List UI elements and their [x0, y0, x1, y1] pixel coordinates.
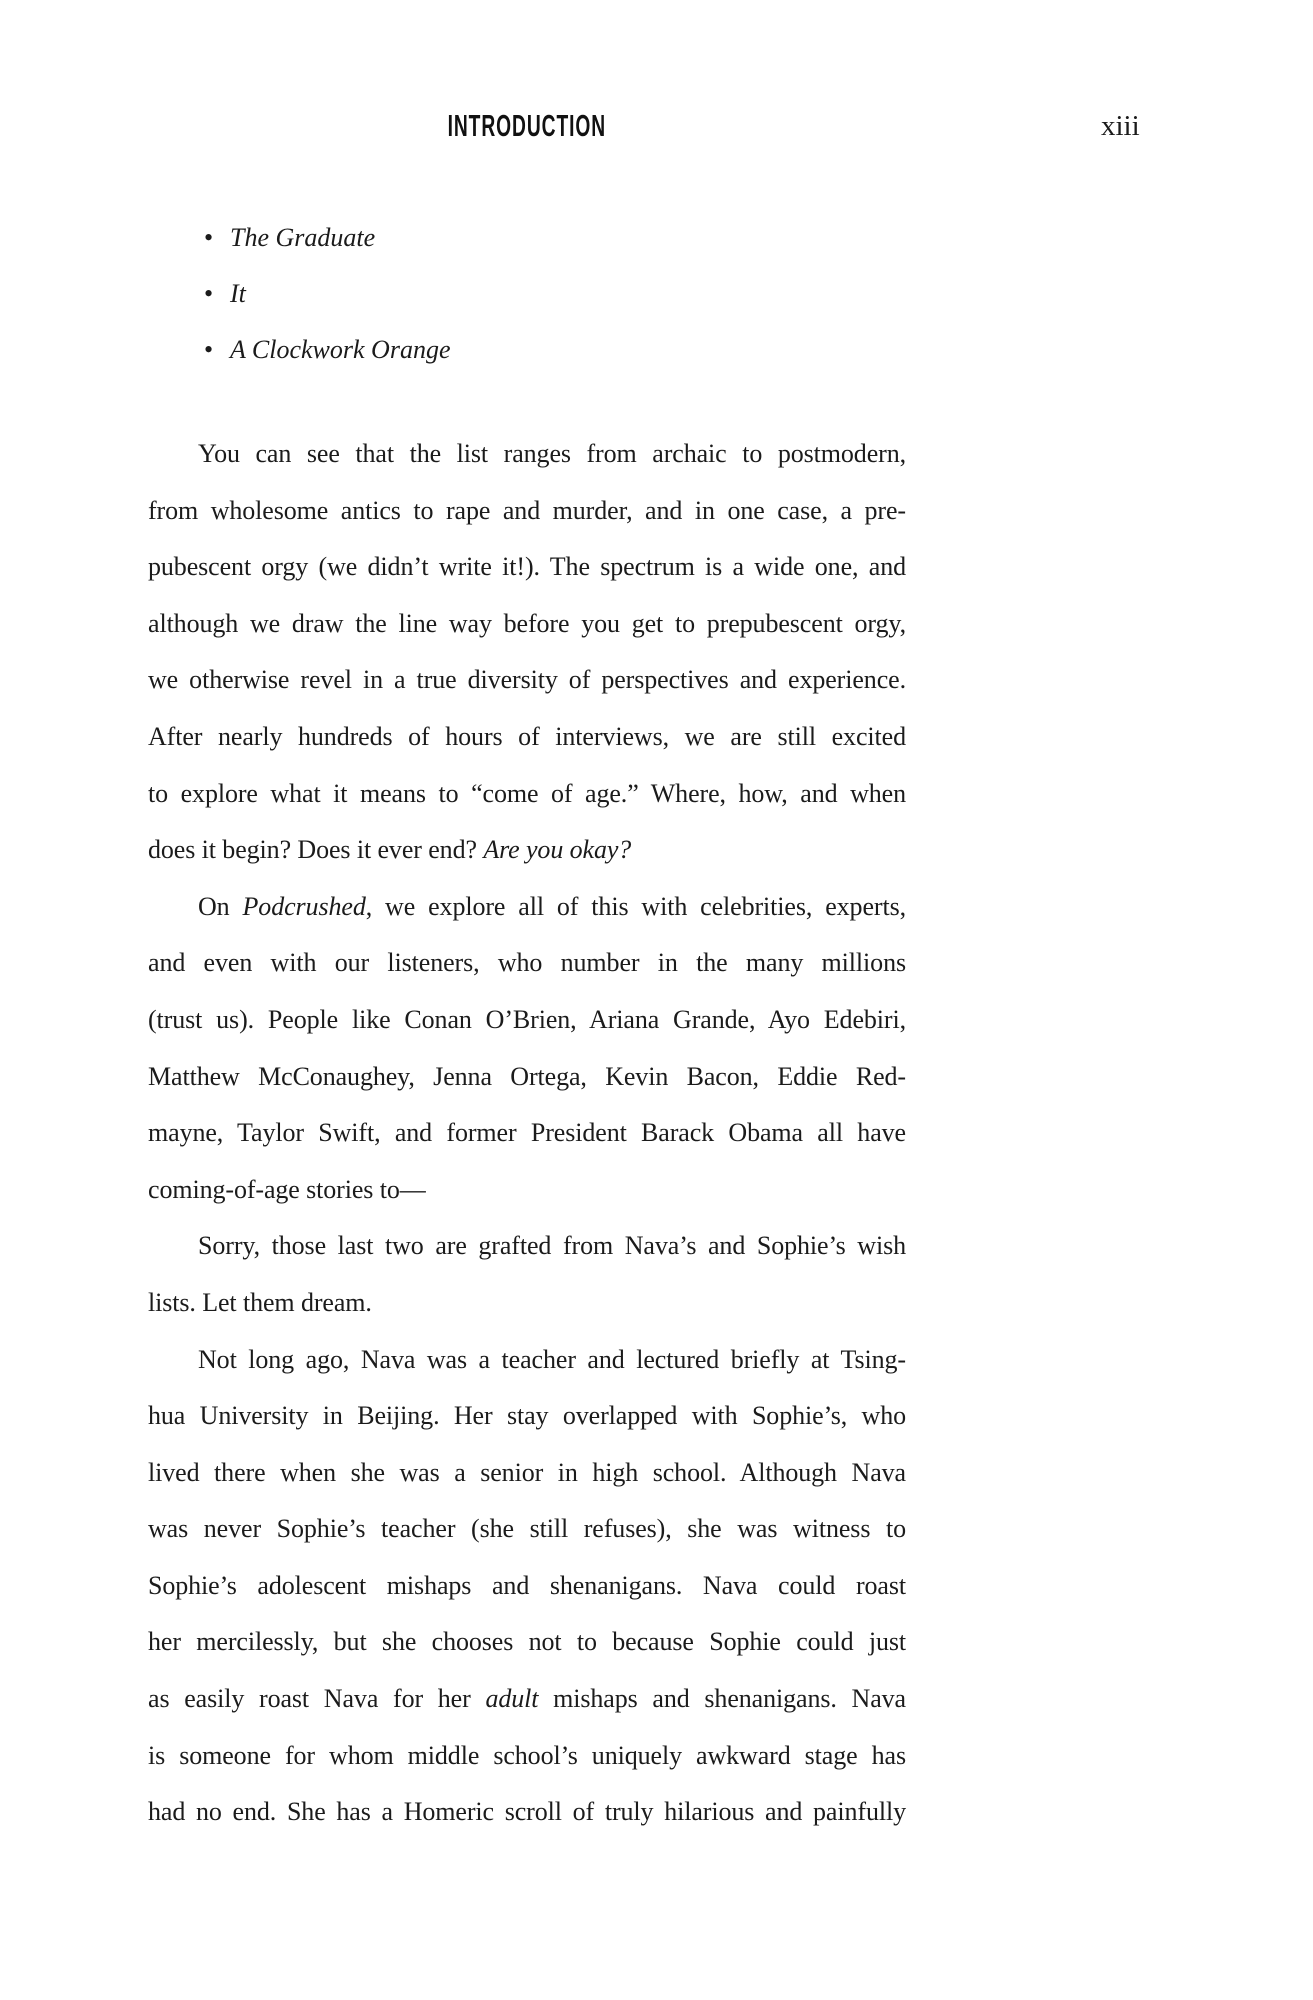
text-run: her mercilessly, but she chooses not to because Sophie could just [148, 1627, 906, 1657]
text-run: After nearly hundreds of hours of interviews, we are still excited [148, 721, 906, 751]
list-item [148, 322, 906, 378]
text-run: although we draw the line way before you get to prepubescent orgy, [148, 608, 906, 638]
text-line [148, 1728, 906, 1785]
movie-list [148, 210, 906, 378]
text-run: is someone for whom middle school’s uniquely awkward stage has [148, 1740, 906, 1770]
text-line [148, 483, 906, 540]
text-run: Sophie’s adolescent mishaps and shenanigans. Nava could roast [148, 1570, 906, 1600]
text-line [148, 1671, 906, 1728]
text-line [148, 1445, 906, 1502]
text-run: lists. Let them dream. [148, 1287, 372, 1317]
paragraph [148, 1218, 906, 1331]
text-run: mishaps and shenanigans. Nava [538, 1684, 906, 1714]
paragraph [148, 426, 906, 879]
text-run: lived there when she was a senior in high school. Although Nava [148, 1457, 906, 1487]
text-run: Matthew McConaughey, Jenna Ortega, Kevin Bacon, Eddie Red- [148, 1061, 906, 1091]
text-run: You can see that the list ranges from archaic to postmodern, [198, 439, 906, 468]
text-run: On [198, 891, 243, 921]
list-item [148, 210, 906, 266]
text-run: had no end. She has a Homeric scroll of truly hilarious and painfully [148, 1797, 906, 1827]
text-line [148, 426, 906, 483]
text-line [148, 822, 906, 879]
text-run: The Graduate [230, 223, 376, 252]
text-run: coming-of-age stories to— [148, 1174, 426, 1204]
text-run: we otherwise revel in a true diversity of perspectives and experience. [148, 665, 906, 695]
body-text [148, 426, 906, 1841]
text-line [148, 1558, 906, 1615]
text-run: Not long ago, Nava was a teacher and lectured briefly at Tsing- [198, 1344, 906, 1374]
text-line [148, 1388, 906, 1445]
text-line [148, 1218, 906, 1275]
text-run: Sorry, those last two are grafted from Nava’s and Sophie’s wish [198, 1231, 906, 1261]
text-run: It [230, 279, 246, 308]
text-run: Podcrushed [242, 891, 366, 921]
text-run: , we explore all of this with celebrities, experts, [365, 891, 906, 921]
text-run: adult [485, 1684, 539, 1714]
paragraph [148, 879, 906, 1219]
text-line [148, 596, 906, 653]
text-run: Are you okay? [483, 835, 632, 865]
text-line [148, 1501, 906, 1558]
text-line [148, 1049, 906, 1106]
text-run: from wholesome antics to rape and murder, and in one case, a pre- [148, 495, 906, 525]
text-line [148, 1332, 906, 1389]
text-line [148, 766, 906, 823]
text-run: as easily roast Nava for her [148, 1684, 486, 1714]
bullet-icon: • [204, 223, 214, 252]
text-run: to explore what it means to “come of age.” Where, how, and when [148, 778, 906, 808]
text-line [148, 652, 906, 709]
page-number: xiii [1101, 110, 1140, 142]
bullet-icon: • [204, 335, 214, 364]
bullet-icon: • [204, 279, 214, 308]
text-line [148, 935, 906, 992]
text-run: (trust us). People like Conan O’Brien, Ariana Grande, Ayo Edebiri, [148, 1004, 906, 1034]
paragraph [148, 1332, 906, 1841]
text-line [148, 709, 906, 766]
text-line [148, 992, 906, 1049]
text-run: pubescent orgy (we didn’t write it!). The spectrum is a wide one, and [148, 552, 906, 582]
text-line [148, 1784, 906, 1841]
text-run: hua University in Beijing. Her stay overlapped with Sophie’s, who [148, 1401, 906, 1431]
text-run: A Clockwork Orange [230, 335, 451, 364]
text-line [148, 1162, 906, 1219]
text-run: mayne, Taylor Swift, and former President Barack Obama all have [148, 1118, 906, 1148]
text-line [148, 1275, 906, 1332]
text-run: was never Sophie’s teacher (she still refuses), she was witness to [148, 1514, 906, 1544]
text-line [148, 1614, 906, 1671]
text-line [148, 539, 906, 596]
running-head-title: INTRODUCTION [447, 108, 607, 143]
list-item [148, 266, 906, 322]
text-line [148, 879, 906, 936]
text-line [148, 1105, 906, 1162]
text-run: does it begin? Does it ever end? [148, 835, 484, 865]
running-head [148, 108, 906, 144]
text-run: and even with our listeners, who number in the many millions [148, 948, 906, 978]
